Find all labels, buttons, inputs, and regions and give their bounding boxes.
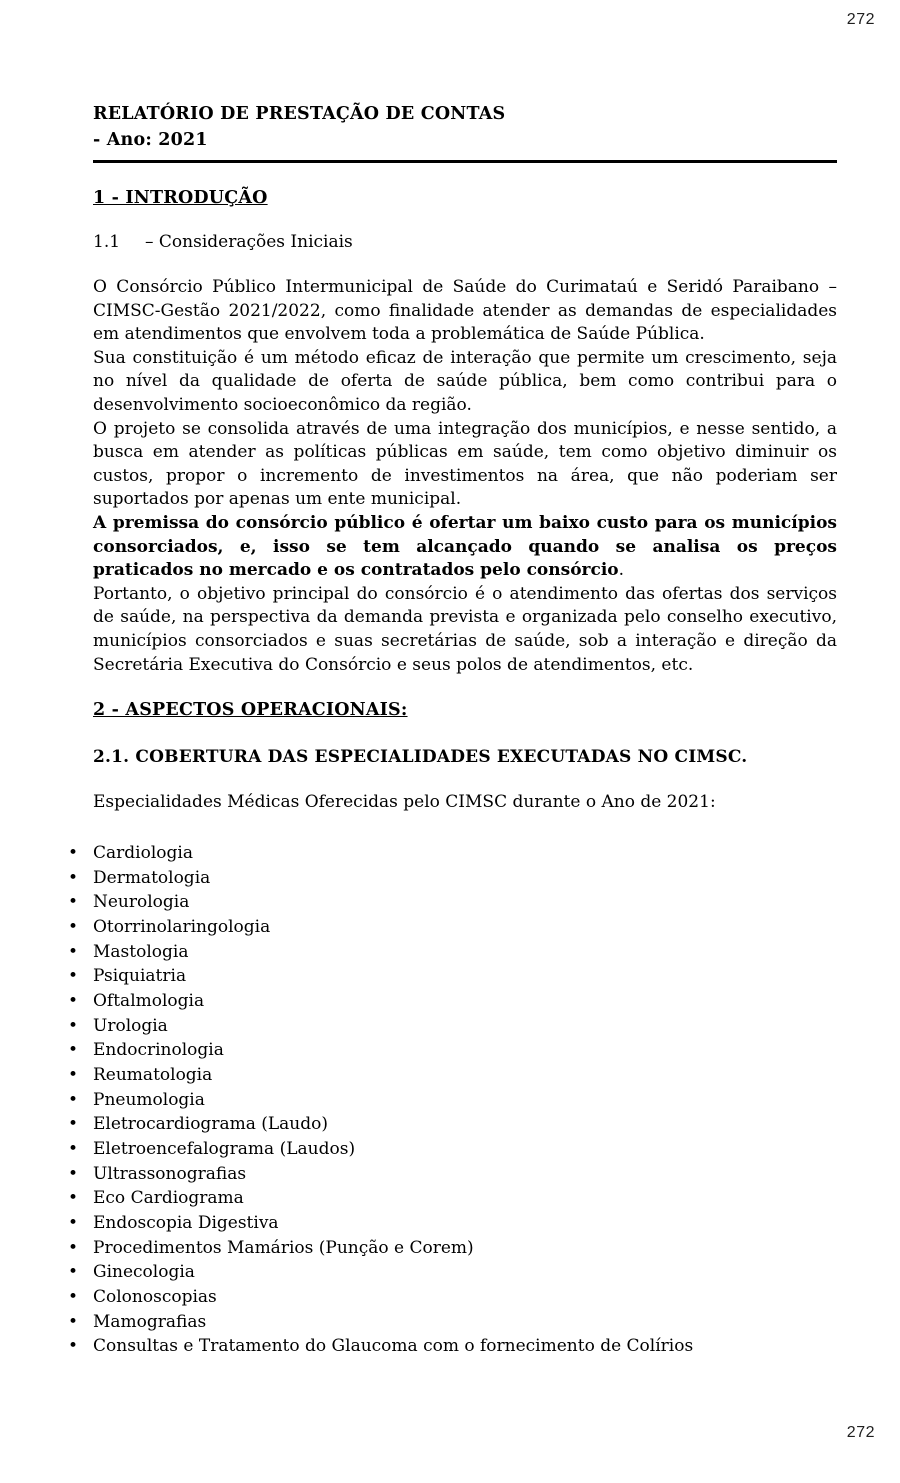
section2-heading: 2 - ASPECTOS OPERACIONAIS:	[93, 700, 408, 721]
list-item	[68, 841, 837, 866]
specialty-label: Eletrocardiograma (Laudo)	[93, 1114, 328, 1135]
paragraph-3: O projeto se consolida através de uma integração dos municípios, e nesse sentido, a busca em atender as políticas públicas em saúde, tem como objetivo diminuir os custos, propor o incremento de investimentos na área, que não poderiam ser suportados por apenas um ente municipal.	[93, 418, 837, 510]
paragraph-5: Portanto, o objetivo principal do consórcio é o atendimento das ofertas dos serviços de saúde, na perspectiva da demanda prevista e organizada pelo conselho executivo, municípios consorciados e suas secretárias de saúde, sob a interação e direção da Secretária Executiva do Consórcio e seus polos de atendimentos, etc.	[93, 583, 837, 675]
bullet-icon: •	[68, 1237, 79, 1258]
specialty-label: Urologia	[93, 1015, 168, 1036]
list-item	[68, 1088, 837, 1113]
bullet-icon: •	[68, 867, 79, 888]
list-item	[68, 1038, 837, 1063]
list-item	[68, 915, 837, 940]
paragraph-2: Sua constituição é um método eficaz de interação que permite um crescimento, seja no nível da qualidade de oferta de saúde pública, bem como contribui para o desenvolvimento socioeconômico da região.	[93, 347, 837, 415]
report-title-line2: - Ano: 2021	[93, 130, 208, 150]
bullet-icon: •	[68, 892, 79, 913]
subheading-text: – Considerações Iniciais	[145, 232, 353, 252]
specialty-label: Eletroencefalograma (Laudos)	[93, 1138, 356, 1159]
specialty-label: Colonoscopias	[93, 1286, 217, 1307]
bullet-icon: •	[68, 966, 79, 987]
subheading-number: 1.1	[93, 232, 121, 252]
bullet-icon: •	[68, 1015, 79, 1036]
bullet-icon: •	[68, 1138, 79, 1159]
list-item	[68, 1014, 837, 1039]
specialty-label: Oftalmologia	[93, 991, 205, 1012]
bullet-icon: •	[68, 1163, 79, 1184]
specialty-label: Eco Cardiograma	[93, 1188, 244, 1209]
specialties-intro: Especialidades Médicas Oferecidas pelo CIMSC durante o Ano de 2021:	[93, 792, 716, 813]
list-item	[68, 1162, 837, 1187]
page-number-bottom: 272	[846, 1424, 875, 1441]
specialty-label: Ultrassonografias	[93, 1163, 247, 1184]
list-item	[68, 1186, 837, 1211]
specialty-label: Dermatologia	[93, 867, 211, 888]
bullet-icon: •	[68, 991, 79, 1012]
specialty-label: Pneumologia	[93, 1089, 205, 1110]
bullet-icon: •	[68, 1212, 79, 1233]
list-item	[68, 1310, 837, 1335]
list-item	[68, 866, 837, 891]
bullet-icon: •	[68, 917, 79, 938]
bullet-icon: •	[68, 1188, 79, 1209]
specialty-label: Reumatologia	[93, 1065, 213, 1085]
specialty-label: Mamografias	[93, 1311, 207, 1332]
list-item	[68, 1285, 837, 1310]
paragraph-4-period: .	[618, 560, 625, 581]
list-item	[68, 1112, 837, 1137]
list-item	[68, 890, 837, 915]
bullet-icon: •	[68, 1065, 79, 1085]
list-item	[68, 964, 837, 989]
document-body	[68, 0, 837, 1359]
specialty-label: Consultas e Tratamento do Glaucoma com o fornecimento de Colírios	[93, 1336, 694, 1357]
list-item	[68, 1137, 837, 1162]
report-title-line1: RELATÓRIO DE PRESTAÇÃO DE CONTAS	[93, 104, 506, 124]
section1-subheading	[93, 230, 837, 254]
specialty-label: Cardiologia	[93, 843, 193, 864]
specialty-label: Procedimentos Mamários (Punção e Corem)	[93, 1237, 474, 1258]
specialty-label: Ginecologia	[93, 1262, 195, 1283]
specialty-label: Psiquiatria	[93, 966, 187, 987]
bullet-icon: •	[68, 1311, 79, 1332]
report-title	[93, 101, 837, 163]
specialty-label: Endoscopia Digestiva	[93, 1212, 279, 1233]
specialty-label: Endocrinologia	[93, 1040, 224, 1061]
bullet-icon: •	[68, 1114, 79, 1135]
section1-heading: 1 - INTRODUÇÃO	[93, 188, 268, 208]
bullet-icon: •	[68, 1262, 79, 1283]
list-item	[68, 1260, 837, 1285]
list-item	[68, 1063, 837, 1088]
list-item	[68, 1211, 837, 1236]
list-item	[68, 1334, 837, 1359]
bullet-icon: •	[68, 941, 79, 962]
list-item	[68, 1236, 837, 1261]
specialty-label: Neurologia	[93, 892, 190, 913]
intro-paragraphs	[93, 276, 837, 677]
paragraph-4	[93, 512, 837, 583]
specialties-list	[68, 841, 837, 1359]
paragraph-4-bold-text: A premissa do consórcio público é ofertar um baixo custo para os municípios consorciados, e, isso se tem alcançado quando se analisa os preços praticados no mercado e os contratados pelo consórcio	[93, 512, 837, 581]
bullet-icon: •	[68, 1089, 79, 1110]
bullet-icon: •	[68, 843, 79, 864]
specialty-label: Otorrinolaringologia	[93, 917, 271, 938]
section2-subheading: 2.1. COBERTURA DAS ESPECIALIDADES EXECUTADAS NO CIMSC.	[93, 747, 748, 768]
bullet-icon: •	[68, 1040, 79, 1061]
page-number-top: 272	[846, 11, 875, 28]
list-item	[68, 940, 837, 965]
specialty-label: Mastologia	[93, 941, 189, 962]
bullet-icon: •	[68, 1286, 79, 1307]
paragraph-1: O Consórcio Público Intermunicipal de Saúde do Curimataú e Seridó Paraibano – CIMSC-Gestão 2021/2022, como finalidade atender as demandas de especialidades em atendimentos que envolvem toda a problemática de Saúde Pública.	[93, 277, 837, 345]
bullet-icon: •	[68, 1336, 79, 1357]
list-item	[68, 989, 837, 1014]
